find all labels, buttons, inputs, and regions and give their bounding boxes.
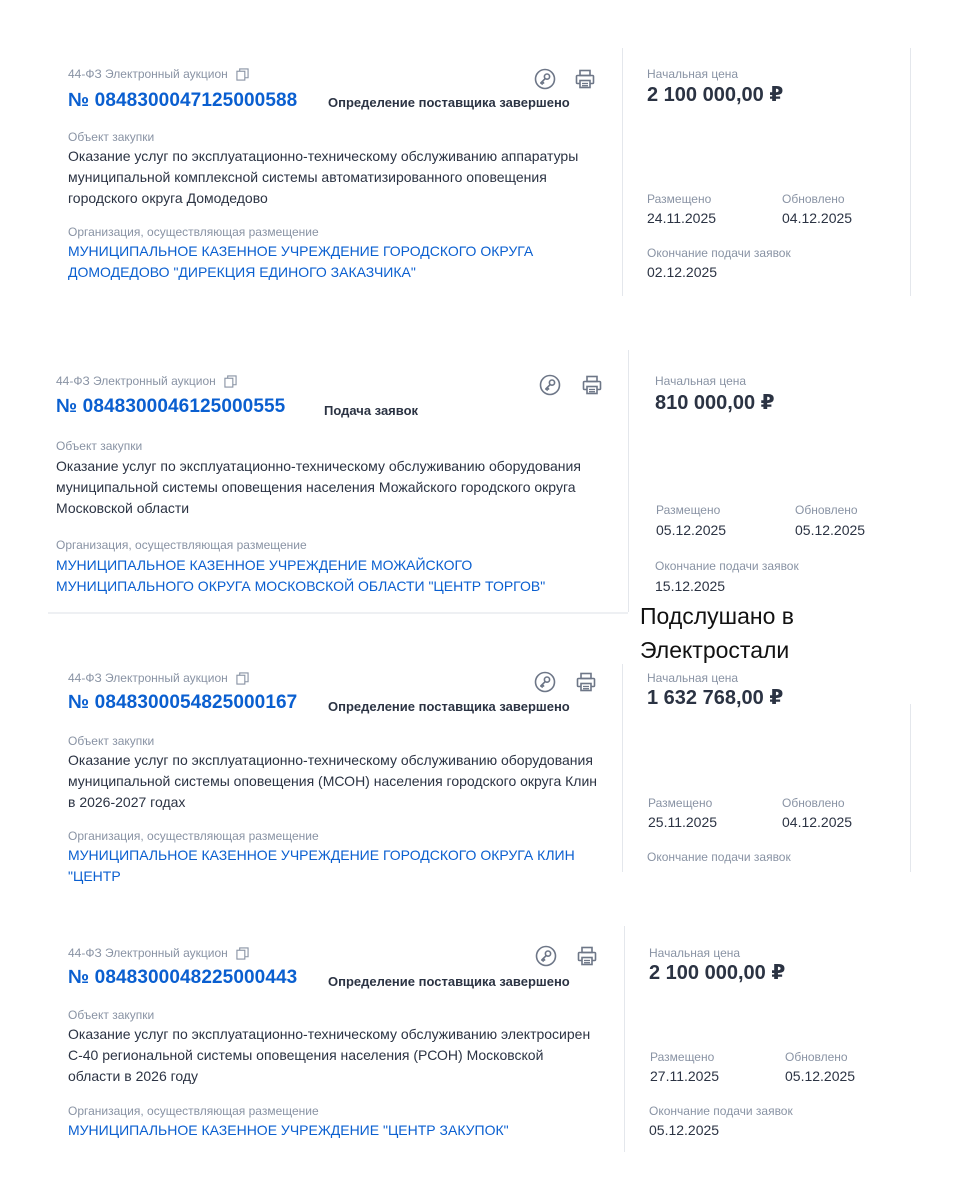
organization-link[interactable]: МУНИЦИПАЛЬНОЕ КАЗЕННОЕ УЧРЕЖДЕНИЕ ГОРОДСКОГО ОКРУГА ДОМОДЕДОВО "ДИРЕКЦИЯ ЕДИНОГО ЗАКАЗЧИКА" [68,243,534,280]
posted-label: Размещено [648,796,713,810]
posted-date: 05.12.2025 [656,522,727,538]
posted-date: 25.11.2025 [648,814,718,830]
posted-date: 27.11.2025 [650,1068,720,1084]
procurement-number-link[interactable]: № 0848300048225000443 [68,967,298,988]
organization-label: Организация, осуществляющая размещение [56,538,307,552]
object-description: Оказание услуг по эксплуатационно-техническому обслуживанию электросирен С-40 региональной системы оповещения населения (РСОН) Московской области в 2026 году [68,1026,591,1084]
print-icon[interactable] [576,945,598,967]
organization-link[interactable]: МУНИЦИПАЛЬНОЕ КАЗЕННОЕ УЧРЕЖДЕНИЕ ГОРОДСКОГО ОКРУГА КЛИН "ЦЕНТР [68,847,575,884]
organization-label: Организация, осуществляющая размещение [68,1104,319,1118]
initial-price: 2 100 000,00 ₽ [649,962,786,984]
updated-date: 04.12.2025 [782,210,853,226]
watermark-caption [638,597,800,669]
procurement-law-text: 44-ФЗ Электронный аукцион [68,671,228,685]
updated-label: Обновлено [782,192,845,206]
initial-price: 810 000,00 ₽ [655,392,775,414]
posted-label: Размещено [650,1050,715,1064]
initial-price-label: Начальная цена [649,946,741,960]
updated-label: Обновлено [795,503,858,517]
initial-price: 2 100 000,00 ₽ [647,84,784,106]
updated-date: 05.12.2025 [785,1068,856,1084]
posted-label: Размещено [647,192,712,206]
organization-link[interactable]: МУНИЦИПАЛЬНОЕ КАЗЕННОЕ УЧРЕЖДЕНИЕ МОЖАЙСКОГО МУНИЦИПАЛЬНОГО ОКРУГА МОСКОВСКОЙ ОБЛАСТИ "ЦЕНТР ТОРГОВ" [56,557,546,594]
updated-label: Обновлено [785,1050,848,1064]
procurement-law-text: 44-ФЗ Электронный аукцион [56,374,216,388]
watermark-line-1: Подслушано в [640,603,795,629]
initial-price-label: Начальная цена [647,67,739,81]
watermark-line-2: Электростали [640,637,790,663]
procurement-status: Подача заявок [324,403,419,418]
object-label: Объект закупки [68,734,155,748]
initial-price: 1 632 768,00 ₽ [647,687,784,709]
procurement-law-text: 44-ФЗ Электронный аукцион [68,67,228,81]
key-icon[interactable] [535,945,557,967]
object-description: Оказание услуг по эксплуатационно-техническому обслуживанию оборудования муниципальной системы оповещения населения Можайского городского округа Московской области [56,458,581,516]
object-label: Объект закупки [56,439,143,453]
posted-date: 24.11.2025 [647,210,717,226]
organization-label: Организация, осуществляющая размещение [68,829,319,843]
deadline-date: 15.12.2025 [655,578,726,594]
organization-label: Организация, осуществляющая размещение [68,225,319,239]
initial-price-label: Начальная цена [647,671,739,685]
object-description: Оказание услуг по эксплуатационно-техническому обслуживанию аппаратуры муниципальной комплексной системы автоматизированного оповещения городского округа Домодедово [68,148,579,206]
updated-label: Обновлено [782,796,845,810]
procurement-number-link[interactable]: № 0848300047125000588 [68,90,298,111]
deadline-date: 05.12.2025 [649,1122,720,1138]
organization-link[interactable]: МУНИЦИПАЛЬНОЕ КАЗЕННОЕ УЧРЕЖДЕНИЕ "ЦЕНТР ЗАКУПОК" [68,1122,509,1138]
updated-date: 04.12.2025 [782,814,853,830]
deadline-label: Окончание подачи заявок [647,246,791,260]
divider [624,926,625,1152]
updated-date: 05.12.2025 [795,522,866,538]
procurement-status: Определение поставщика завершено [328,974,570,989]
deadline-label: Окончание подачи заявок [649,1104,793,1118]
posted-label: Размещено [656,503,721,517]
object-description: Оказание услуг по эксплуатационно-техническому обслуживанию оборудования муниципальной системы оповещения (МСОН) населения городского округа Клин в 2026-2027 годах [68,752,598,810]
deadline-label: Окончание подачи заявок [655,559,799,573]
procurement-number-link[interactable]: № 0848300054825000167 [68,692,298,713]
copy-icon[interactable] [236,947,249,960]
deadline-label: Окончание подачи заявок [647,850,791,864]
procurement-law [68,946,249,960]
procurement-number-link[interactable]: № 0848300046125000555 [56,396,286,417]
deadline-date: 02.12.2025 [647,264,718,280]
object-label: Объект закупки [68,1008,155,1022]
object-label: Объект закупки [68,130,155,144]
procurement-law-text: 44-ФЗ Электронный аукцион [68,946,228,960]
procurement-status: Определение поставщика завершено [328,95,570,110]
initial-price-label: Начальная цена [655,374,747,388]
procurement-status: Определение поставщика завершено [328,699,570,714]
